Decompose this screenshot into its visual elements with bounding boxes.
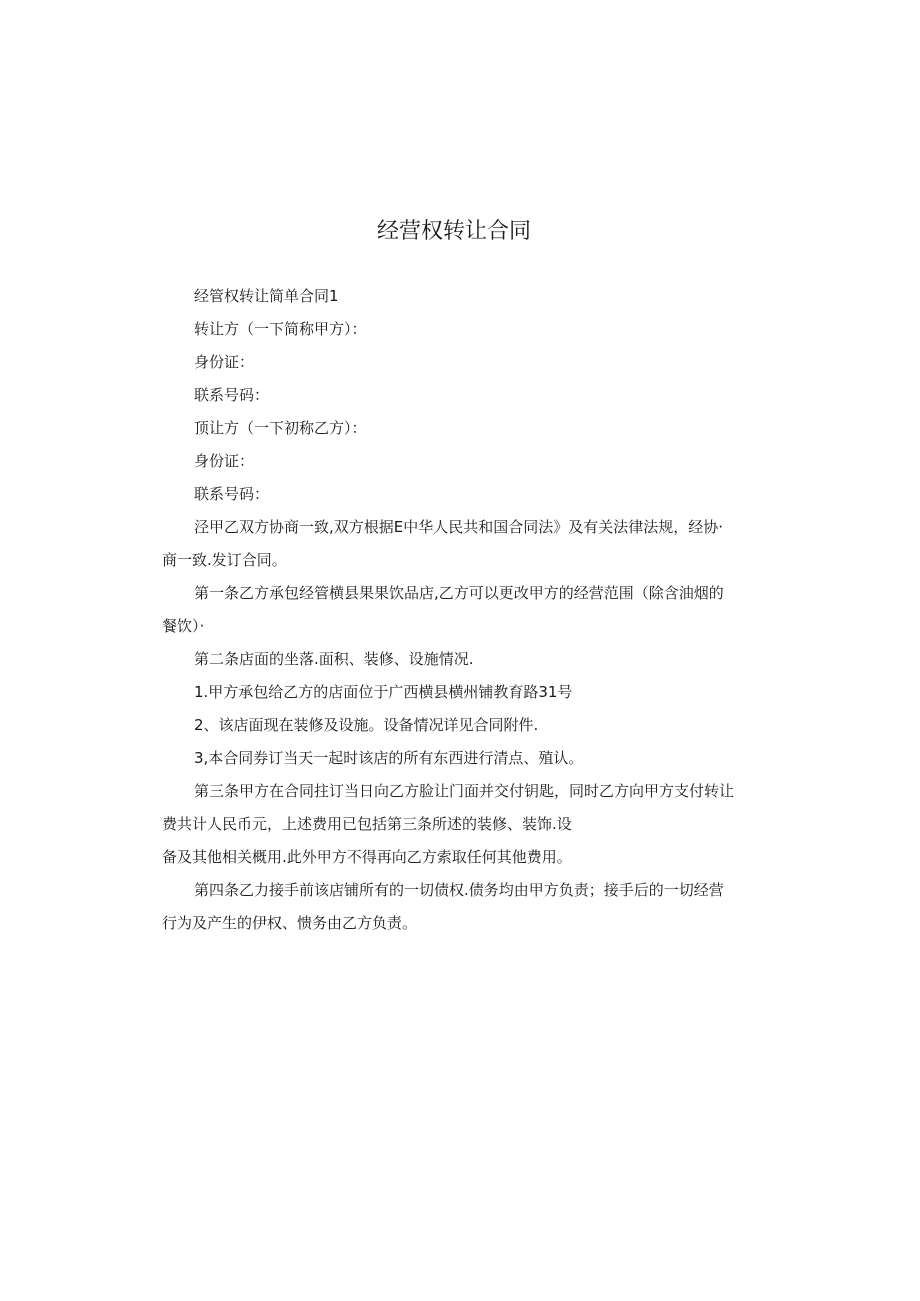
paragraph-line: 费共计人民币元，上述费用已包括第三条所述的装修、装饰.设	[162, 815, 572, 833]
paragraph-line: 商一致.发订合同。	[162, 551, 287, 569]
paragraph-line: 3,本合同券订当天一起时该店的所有东西进行清点、殖认。	[194, 749, 584, 767]
paragraph-line: 顶让方（一下初称乙方）：	[194, 419, 367, 437]
document-body	[162, 280, 762, 940]
paragraph-line: 2、该店面现在装修及设施。设备情况详见合同附件.	[194, 716, 539, 734]
paragraph-line: 联系号码：	[194, 485, 270, 503]
paragraph-line: 餐饮）·	[162, 617, 205, 635]
paragraph-line: 行为及产生的伊权、愦务由乙方负责。	[162, 914, 418, 932]
document-title: 经营权转让合同	[376, 219, 531, 244]
paragraph-line: 身份证：	[194, 452, 255, 470]
paragraph-line: 联系号码：	[194, 386, 270, 404]
paragraph-line: 转让方（一下简称甲方）：	[194, 320, 367, 338]
paragraph-line: 身份证：	[194, 353, 255, 371]
paragraph-line: 第三条甲方在合同拄订当日向乙方脸让门面并交付钥匙，同时乙方向甲方支付转让	[194, 782, 735, 800]
paragraph-line: 经管权转让简单合同1	[194, 287, 339, 305]
paragraph-line: 第二条店面的坐落.面积、装修、设施情况.	[194, 650, 474, 668]
paragraph-line: 第四条乙力接手前该店铺所有的一切债权.债务均由甲方负责；接手后的一切经营	[194, 881, 724, 899]
paragraph-line: 第一条乙方承包经管横县果果饮品店,乙方可以更改甲方的经营范围（除含油烟的	[194, 584, 724, 602]
paragraph-line: 泾甲乙双方协商一致,双方根据E中华人民共和国合同法》及有关法律法规，经协·	[194, 518, 724, 536]
paragraph-line: 备及其他相关概用.此外甲方不得再向乙方索取任何其他费用。	[162, 848, 572, 866]
paragraph-line: 1.甲方承包给乙方的店面位于广西横县横州铺教育路31号	[194, 683, 573, 701]
